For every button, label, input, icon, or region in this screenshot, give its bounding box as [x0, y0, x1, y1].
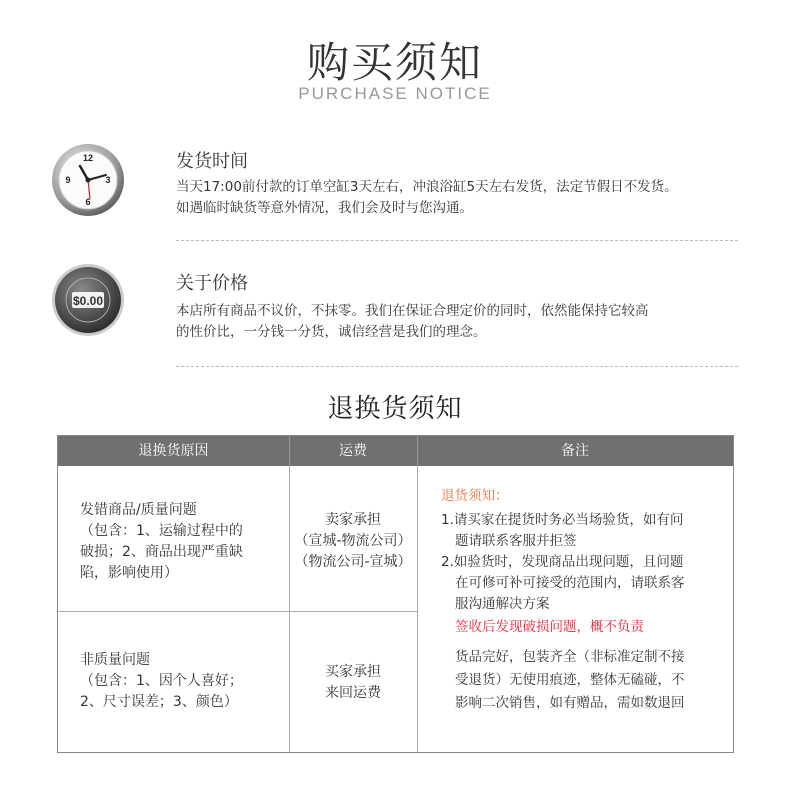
note-line: 影响二次销售，如有赠品，需如数退回: [455, 695, 685, 711]
row2-reason-line: 2、尺寸误差；3、颜色）: [80, 694, 238, 710]
row2-reason-line: （包含：1、因个人喜好；: [80, 673, 243, 689]
row2-freight-line: 来回运费: [325, 685, 381, 701]
svg-text:6: 6: [85, 197, 91, 207]
clock-icon: [50, 142, 126, 218]
page-title: 购买须知: [306, 38, 483, 87]
returns-table: [57, 435, 734, 753]
shipping-title: 发货时间: [176, 151, 248, 172]
badge-price: $0.00: [72, 294, 104, 308]
note-line: 题请联系客服并拒签: [455, 533, 577, 549]
row2-reason: [80, 650, 285, 713]
row1-freight-line: 卖家承担: [325, 512, 381, 528]
row2-freight: [289, 662, 417, 704]
warning-text: 签收后发现破损问题，概不负责: [455, 619, 644, 635]
price-line-2: 的性价比，一分钱一分货，诚信经营是我们的理念。: [176, 324, 487, 340]
col-divider: [289, 466, 290, 752]
note-line: 受退货）无使用痕迹，整体无磕碰，不: [455, 672, 685, 688]
row1-reason-line: 发错商品/质量问题: [80, 502, 197, 518]
row1-reason: [80, 500, 285, 584]
col-header-notes: 备注: [417, 436, 733, 466]
note-line: 货品完好，包装齐全（非标准定制不接: [455, 649, 685, 665]
col-header-freight: 运费: [289, 436, 417, 466]
divider: [176, 366, 738, 367]
header-sep: [289, 436, 290, 466]
note-line: 1.请买家在提货时务必当场验货，如有问: [441, 512, 684, 528]
row1-freight-line: （物流公司-宣城）: [294, 554, 412, 570]
header-sep: [417, 436, 418, 466]
shipping-text: [176, 177, 766, 219]
row1-freight: [289, 510, 417, 573]
row2-reason-line: 非质量问题: [80, 652, 150, 668]
notes-heading: 退货须知：: [441, 488, 509, 504]
svg-text:12: 12: [82, 153, 94, 163]
note-1: [441, 510, 731, 552]
row1-freight-line: （宣城-物流公司）: [294, 533, 412, 549]
price-line-1: 本店所有商品不议价，不抹零。我们在保证合理定价的同时，依然能保持它较高: [176, 303, 649, 319]
row1-reason-line: （包含：1、运输过程中的: [80, 523, 243, 539]
col-divider: [417, 466, 418, 752]
note-line: 在可修可补可接受的范围内，请联系客: [455, 575, 685, 591]
price-text: [176, 301, 766, 343]
page-subtitle: PURCHASE NOTICE: [298, 84, 492, 103]
svg-text:9: 9: [65, 175, 71, 185]
notes-cell: [441, 486, 731, 715]
col-header-reason: 退换货原因: [58, 436, 289, 466]
shipping-line-1: 当天17:00前付款的订单空缸3天左右，冲浪浴缸5天左右发货，法定节假日不发货。: [176, 179, 678, 195]
row-divider: [58, 611, 417, 612]
price-badge-icon: [50, 262, 126, 338]
row1-reason-line: 陷，影响使用）: [80, 565, 178, 581]
shipping-line-2: 如遇临时缺货等意外情况，我们会及时与您沟通。: [176, 200, 473, 216]
note-line: 2.如验货时，发现商品出现问题，且问题: [441, 554, 684, 570]
returns-title: 退换货须知: [327, 394, 463, 424]
note-3: [441, 646, 731, 715]
divider: [176, 240, 738, 241]
price-title: 关于价格: [176, 273, 248, 294]
svg-text:3: 3: [105, 175, 111, 185]
row2-freight-line: 买家承担: [325, 664, 381, 680]
note-2: [441, 552, 731, 615]
note-line: 服沟通解决方案: [455, 596, 550, 612]
row1-reason-line: 破损；2、商品出现严重缺: [80, 544, 243, 560]
